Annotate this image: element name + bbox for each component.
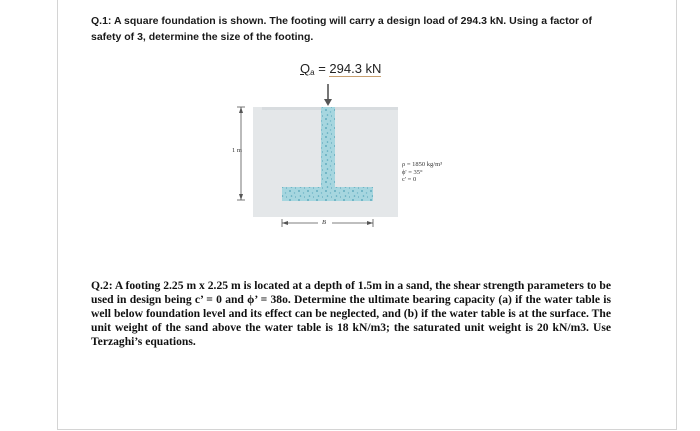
depth-arrow-up	[239, 107, 243, 113]
load-value: 294.3 kN	[329, 61, 382, 76]
question-2: Q.2: A footing 2.25 m x 2.25 m is located at a depth of 1.5m in a sand, the shear strength parameters to be used in design being c’ = 0 and ϕ’ = 38o. Determine the ultimate bearing capacity (a) if the water table is well below foundation level and its effect can be neglected, and (b) if the water table is at the surface. The unit weight of the sand above the water table is 18 kN/m3; the saturated unit weight is 20 kN/m3. Use Terzaghi’s equations.	[91, 279, 611, 348]
soil-friction-angle: ϕ' = 35°	[402, 168, 423, 176]
load-equals: =	[314, 61, 330, 76]
soil-density: ρ = 1850 kg/m³	[402, 161, 443, 168]
question-1-line-2: safety of 3, determine the size of the footing.	[91, 31, 314, 43]
width-arrow-left	[282, 221, 288, 225]
depth-arrow-down	[239, 194, 243, 200]
width-label: B	[322, 219, 326, 226]
width-arrow-right	[367, 221, 373, 225]
soil-cohesion: c' = 0	[402, 176, 417, 183]
load-symbol: Q	[300, 61, 311, 76]
footing-column	[321, 107, 335, 192]
question-1-line-1: Q.1: A square foundation is shown. The footing will carry a design load of 294.3 kN. Using a factor of	[91, 15, 592, 27]
load-subscript: a	[310, 68, 315, 77]
footing-base	[282, 187, 373, 201]
soil-properties	[402, 161, 442, 184]
depth-label: 1 m	[232, 147, 242, 154]
load-arrowhead	[324, 99, 332, 106]
